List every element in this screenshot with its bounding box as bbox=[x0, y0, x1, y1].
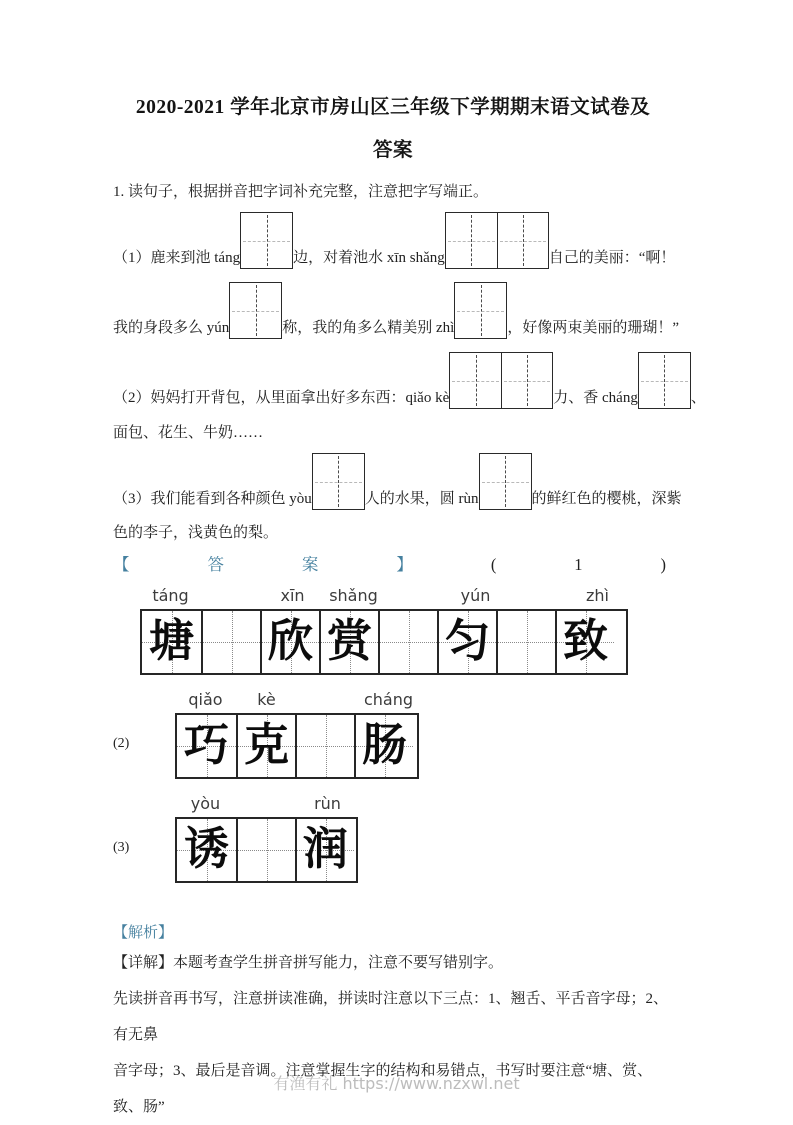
answer-grid-cell bbox=[142, 611, 201, 673]
answer-grid-2-row bbox=[113, 689, 673, 779]
dashed-horizontal-line bbox=[315, 482, 362, 483]
title-line-1: 2020-2021 学年北京市房山区三年级下学期期末语文试卷及 bbox=[135, 97, 651, 118]
question-1-prompt bbox=[113, 181, 673, 203]
pinyin-label bbox=[297, 689, 358, 711]
part2-text-segment: 面包、花生、牛奶…… bbox=[113, 425, 264, 441]
writing-box-blank-run bbox=[479, 453, 532, 510]
part1-text-segment: （1）鹿来到池 táng bbox=[113, 250, 241, 266]
writing-box-blank-xinshang bbox=[445, 212, 549, 269]
answer-grid-3-label: (3) bbox=[113, 840, 130, 855]
character-grid-1 bbox=[140, 609, 628, 675]
question-part2-line1 bbox=[113, 352, 706, 409]
answer-part-number: 1 bbox=[574, 555, 583, 574]
part3-text-segment: 的鲜红色的樱桃，深紫 bbox=[531, 491, 682, 507]
answer-grid-2 bbox=[175, 689, 419, 779]
dashed-horizontal-line bbox=[448, 241, 495, 242]
answer-grid-cell bbox=[378, 611, 437, 673]
analysis-detail-line2: 先读拼音再书写，注意拼读准确，拼读时注意以下三点：1、翘舌、平舌音字母；2、有无鼻 bbox=[113, 991, 669, 1043]
writing-cell bbox=[450, 353, 501, 408]
answer-grid-1 bbox=[140, 585, 628, 675]
pinyin-row-3 bbox=[175, 793, 358, 815]
question-number: 1. bbox=[113, 184, 128, 200]
analysis-detail-line3: 音字母；3、最后是音调。注意掌握生字的结构和易错点，书写时要注意“塘、赏、致、肠” bbox=[113, 1063, 653, 1115]
dashed-horizontal-line bbox=[457, 311, 504, 312]
writing-cell bbox=[313, 454, 364, 509]
answer-grid-cell bbox=[555, 611, 614, 673]
question-text: 读句子，根据拼音把字词补充完整，注意把字写端正。 bbox=[128, 184, 489, 200]
writing-cell bbox=[497, 213, 548, 268]
answer-grid-cell bbox=[354, 715, 413, 777]
pinyin-label bbox=[506, 585, 567, 607]
answer-header-line bbox=[113, 553, 666, 576]
answer-char: 案 bbox=[301, 555, 319, 574]
writing-box-blank-qiaoke bbox=[449, 352, 553, 409]
title-line-2: 答案 bbox=[372, 140, 413, 161]
pinyin-label bbox=[384, 585, 445, 607]
answer-grid-cell bbox=[260, 611, 319, 673]
question-part2-line2 bbox=[113, 422, 673, 444]
pinyin-label: cháng bbox=[363, 690, 414, 709]
question-part1-line1 bbox=[113, 212, 676, 269]
answer-character: 赏 bbox=[326, 616, 372, 666]
character-grid-3 bbox=[175, 817, 358, 883]
question-part1-line2 bbox=[113, 282, 680, 339]
pinyin-label: shǎng bbox=[329, 586, 378, 605]
pinyin-label: yòu bbox=[190, 794, 221, 813]
dotted-horizontal-line bbox=[203, 642, 260, 643]
writing-box-blank-yun bbox=[229, 282, 282, 339]
answer-character: 诱 bbox=[183, 824, 229, 874]
answer-grid-3 bbox=[175, 793, 358, 883]
part3-text-segment: 人的水果，圆 rùn bbox=[364, 491, 479, 507]
answer-character: 润 bbox=[302, 824, 348, 874]
writing-cell bbox=[639, 353, 690, 408]
pinyin-row-2 bbox=[175, 689, 419, 711]
pinyin-label: táng bbox=[152, 586, 189, 605]
answer-grid-cell bbox=[496, 611, 555, 673]
answer-character: 肠 bbox=[361, 720, 407, 770]
writing-cell bbox=[446, 213, 497, 268]
answer-grid-cell bbox=[295, 819, 354, 881]
part2-text-segment: 、 bbox=[690, 390, 706, 406]
pinyin-label bbox=[236, 793, 297, 815]
part1-text-segment: 边，对着池水 xīn shǎng bbox=[293, 250, 445, 266]
footer-watermark: 有渔有礼 https://www.nzxwl.net bbox=[273, 1074, 520, 1093]
pinyin-label: qiǎo bbox=[188, 690, 223, 709]
pinyin-label: xīn bbox=[280, 586, 305, 605]
answer-grid-cell bbox=[319, 611, 378, 673]
dotted-horizontal-line bbox=[238, 850, 295, 851]
dashed-horizontal-line bbox=[500, 241, 546, 242]
answer-character: 致 bbox=[562, 616, 608, 666]
detail-text: 本题考查学生拼音拼写能力，注意不要写错别字。 bbox=[173, 955, 504, 971]
analysis-detail-line1 bbox=[113, 945, 673, 981]
writing-box-blank-chang bbox=[638, 352, 691, 409]
part1-text-segment: 我的身段多么 yún bbox=[113, 320, 230, 336]
answer-character: 克 bbox=[243, 720, 289, 770]
exam-page bbox=[113, 86, 706, 1125]
writing-box-blank-zhi bbox=[454, 282, 507, 339]
detail-label: 【详解】 bbox=[113, 955, 174, 971]
part2-text-segment: （2）妈妈打开背包，从里面拿出好多东西：qiǎo kè bbox=[113, 390, 450, 406]
part2-text-segment: 力、香 cháng bbox=[553, 390, 638, 406]
answer-grid-cell bbox=[201, 611, 260, 673]
pinyin-label: zhì bbox=[586, 586, 609, 605]
answer-part-paren: ( bbox=[490, 555, 497, 574]
dashed-horizontal-line bbox=[641, 381, 688, 382]
part1-text-segment: ，好像两束美丽的珊瑚！” bbox=[507, 320, 680, 336]
writing-cell bbox=[241, 213, 292, 268]
dashed-horizontal-line bbox=[243, 241, 290, 242]
writing-cell bbox=[230, 283, 281, 338]
dotted-horizontal-line bbox=[380, 642, 437, 643]
dotted-horizontal-line bbox=[498, 642, 555, 643]
answer-character: 匀 bbox=[444, 616, 490, 666]
answer-grid-cell bbox=[236, 715, 295, 777]
answer-character: 欣 bbox=[267, 616, 313, 666]
answer-grid-cell bbox=[295, 715, 354, 777]
answer-grid-cell bbox=[177, 715, 236, 777]
writing-cell bbox=[501, 353, 552, 408]
answer-char: 答 bbox=[207, 555, 224, 574]
pinyin-label bbox=[201, 585, 262, 607]
answer-grid-2-label: (2) bbox=[113, 736, 130, 751]
writing-cell bbox=[455, 283, 506, 338]
part1-text-segment: 自己的美丽：“啊！ bbox=[548, 250, 676, 266]
pinyin-row-1 bbox=[140, 585, 628, 607]
question-part3-line1 bbox=[113, 453, 682, 510]
dashed-horizontal-line bbox=[504, 381, 550, 382]
pinyin-label: kè bbox=[257, 690, 276, 709]
answer-bracket: 】 bbox=[396, 555, 413, 574]
pinyin-label: yún bbox=[460, 586, 491, 605]
answer-bracket: 【 bbox=[113, 555, 130, 574]
pinyin-label: rùn bbox=[314, 794, 341, 813]
answer-grid-3-row bbox=[113, 793, 673, 883]
part3-text-segment: 色的李子，浅黄色的梨。 bbox=[113, 525, 279, 541]
analysis-header: 【解析】 bbox=[113, 925, 174, 941]
question-part3-line2 bbox=[113, 522, 673, 544]
writing-cell bbox=[480, 454, 531, 509]
answer-part-paren: ) bbox=[660, 555, 666, 574]
answer-character: 巧 bbox=[183, 720, 229, 770]
document-title bbox=[113, 86, 673, 172]
dashed-horizontal-line bbox=[482, 482, 529, 483]
answer-grid-cell bbox=[177, 819, 236, 881]
answer-grid-cell bbox=[437, 611, 496, 673]
part1-text-segment: 称，我的角多么精美别 zhì bbox=[282, 320, 455, 336]
writing-box-blank-tang bbox=[240, 212, 293, 269]
answer-character: 塘 bbox=[148, 616, 194, 666]
dotted-horizontal-line bbox=[297, 746, 354, 747]
character-grid-2 bbox=[175, 713, 419, 779]
writing-box-blank-you bbox=[312, 453, 365, 510]
dashed-horizontal-line bbox=[232, 311, 279, 312]
part3-text-segment: （3）我们能看到各种颜色 yòu bbox=[113, 491, 312, 507]
answer-grid-cell bbox=[236, 819, 295, 881]
dashed-horizontal-line bbox=[452, 381, 499, 382]
